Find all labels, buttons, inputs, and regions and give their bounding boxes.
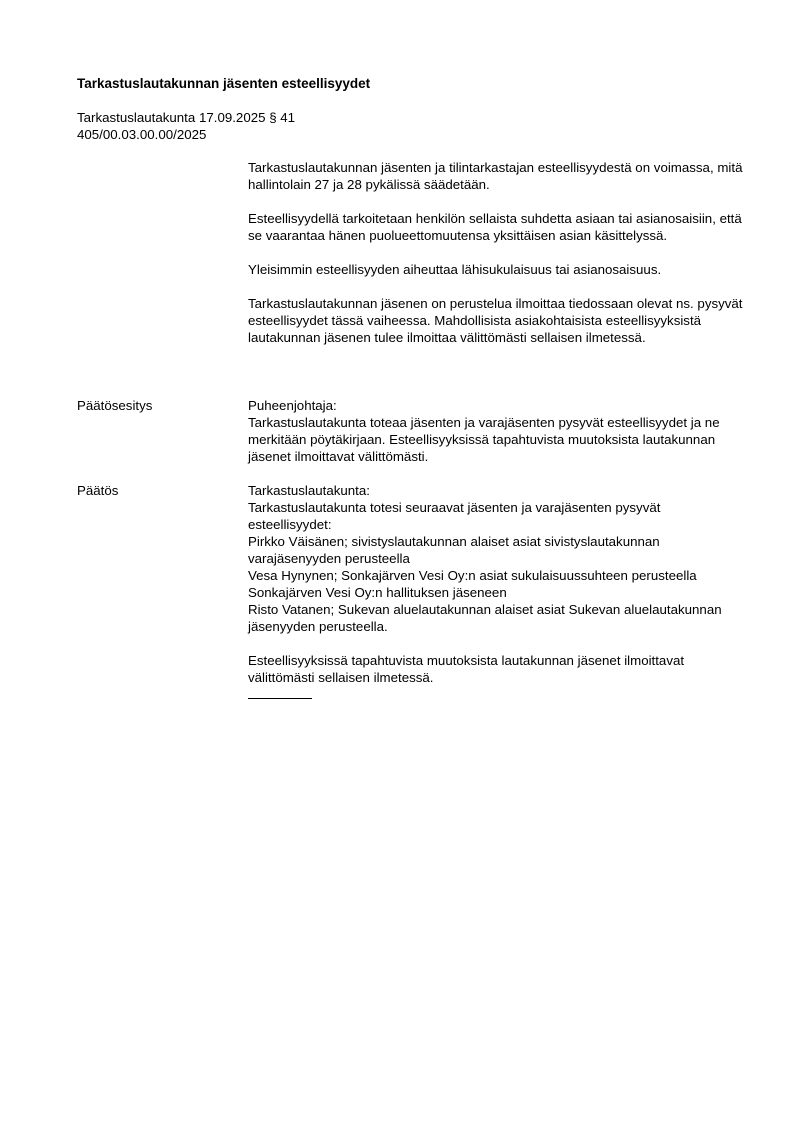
disqualification-item: Risto Vatanen; Sukevan aluelautakunnan alaiset asiat Sukevan aluelautakunnan jäsenyyden perusteella. (248, 602, 722, 634)
disqualification-item: Vesa Hynynen; Sonkajärven Vesi Oy:n asiat sukulaisuussuhteen perusteella Sonkajärven Vesi Oy:n hallituksen jäseneen (248, 568, 697, 600)
intro-paragraph: Tarkastuslautakunnan jäsenten ja tilintarkastajan esteellisyydestä on voimassa, mitä hallintolain 27 ja 28 pykälissä säädetään. (248, 160, 743, 192)
intro-section (248, 159, 743, 363)
proposal-label: Päätösesitys (77, 398, 153, 413)
proposal-body (248, 397, 743, 465)
meeting-reference: Tarkastuslautakunta 17.09.2025 § 41 (77, 110, 296, 125)
disqualification-item: Pirkko Väisänen; sivistyslautakunnan alaiset asiat sivistyslautakunnan varajäsenyyden perusteella (248, 534, 660, 566)
decision-intro: Tarkastuslautakunta totesi seuraavat jäsenten ja varajäsenten pysyvät esteellisyydet: (248, 500, 661, 532)
intro-paragraph: Esteellisyydellä tarkoitetaan henkilön sellaista suhdetta asiaan tai asianosaisiin, että se vaarantaa hänen puolueettomuutensa yksittäisen asian käsittelyssä. (248, 211, 742, 243)
decision-label: Päätös (77, 483, 119, 498)
proposal-text: Tarkastuslautakunta toteaa jäsenten ja varajäsenten pysyvät esteellisyydet ja ne merkitään pöytäkirjaan. Esteellisyyksissä tapahtuvista muutoksista lautakunnan jäsenet ilmoittavat välittömästi. (248, 415, 720, 464)
signature-rule (248, 698, 312, 699)
document-meta (77, 109, 295, 143)
intro-paragraph: Tarkastuslautakunnan jäsenen on perustelua ilmoittaa tiedossaan olevat ns. pysyvät esteellisyydet tässä vaiheessa. Mahdollisista asiakohtaisista esteellisyyksistä lautakunnan jäsenen tulee ilmoittaa välittömästi sellaisen ilmetessä. (248, 296, 743, 345)
intro-paragraph: Yleisimmin esteellisyyden aiheuttaa lähisukulaisuus tai asianosaisuus. (248, 262, 662, 277)
proposal-presenter: Puheenjohtaja: (248, 398, 337, 413)
page-title: Tarkastuslautakunnan jäsenten esteellisyydet (77, 76, 371, 91)
diary-number: 405/00.03.00.00/2025 (77, 127, 207, 142)
decision-body (248, 482, 743, 699)
decision-body-name: Tarkastuslautakunta: (248, 483, 370, 498)
decision-closing: Esteellisyyksissä tapahtuvista muutoksista lautakunnan jäsenet ilmoittavat välittömästi sellaisen ilmetessä. (248, 653, 685, 685)
